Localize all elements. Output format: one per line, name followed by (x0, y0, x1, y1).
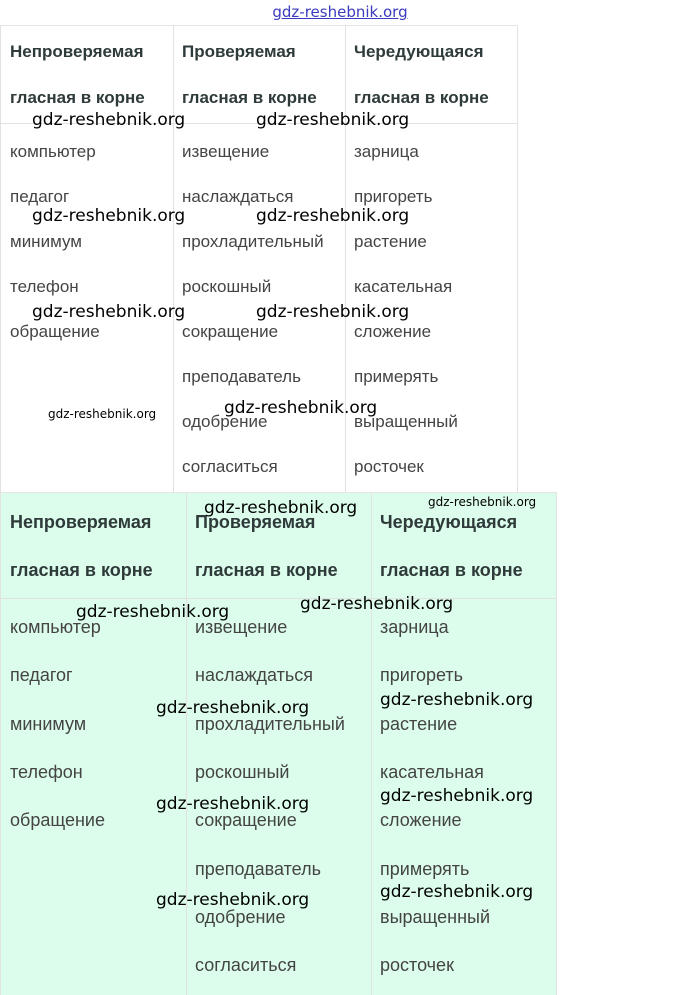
word-cell: компьютер (10, 617, 101, 637)
word-cell: зарница (354, 142, 419, 161)
word-cell: роскошный (182, 277, 272, 296)
header-line: гласная в корне (182, 88, 317, 107)
word-cell: минимум (10, 713, 87, 734)
word-cell: сокращение (182, 322, 279, 341)
header-line: гласная в корне (10, 560, 153, 580)
word-cell: примерять (380, 858, 470, 879)
word-cell: касательная (380, 761, 484, 782)
header-line: Непроверяемая (10, 512, 152, 532)
word-cell: телефон (10, 761, 83, 782)
header-line: Непроверяемая (10, 42, 144, 61)
watermark-text: gdz-reshebnik.org (156, 794, 310, 814)
word-cell: телефон (10, 277, 79, 296)
word-cell: преподаватель (182, 367, 301, 386)
word-cell: пригореть (354, 187, 433, 206)
word-cell: одобрение (195, 906, 286, 927)
column-header (1, 493, 186, 599)
spelling-table-green (0, 492, 557, 995)
header-line: гласная в корне (195, 560, 338, 580)
word-cell: наслаждаться (182, 187, 294, 206)
word-cell: касательная (354, 277, 453, 296)
header-line: гласная в корне (354, 88, 489, 107)
word-cell: компьютер (10, 142, 96, 161)
watermark-text: gdz-reshebnik.org (256, 206, 410, 226)
header-line: Чередующаяся (354, 42, 484, 61)
watermark-text: gdz-reshebnik.org (256, 110, 410, 130)
word-cell: извещение (182, 142, 270, 161)
word-cell: сложение (354, 322, 432, 341)
watermark-text: gdz-reshebnik.org (156, 890, 310, 910)
word-cell: одобрение (182, 412, 268, 431)
word-cell: прохладительный (195, 713, 345, 734)
word-cell: прохладительный (182, 232, 324, 251)
column-alternating (345, 26, 518, 493)
word-cell: педагог (10, 665, 73, 686)
word-cell: роскошный (195, 761, 290, 782)
word-cell: минимум (10, 232, 82, 251)
word-cell: сложение (380, 810, 462, 831)
column-verifiable (186, 493, 371, 995)
watermark-text: gdz-reshebnik.org (380, 786, 534, 806)
watermark-text: gdz-reshebnik.org (32, 110, 186, 130)
header-line: Проверяемая (195, 512, 316, 532)
column-unverifiable (0, 26, 173, 493)
word-cell: сокращение (195, 810, 297, 831)
watermark-text: gdz-reshebnik.org (204, 498, 358, 518)
word-cell: преподаватель (195, 858, 321, 879)
watermark-text: gdz-reshebnik.org (380, 690, 534, 710)
word-cell: росточек (354, 457, 424, 476)
watermark-text: gdz-reshebnik.org (32, 206, 186, 226)
watermark-text: gdz-reshebnik.org (300, 594, 454, 614)
word-cell: согласиться (195, 955, 297, 976)
word-cell: извещение (195, 617, 288, 637)
spelling-table-white (0, 25, 518, 493)
column-alternating (371, 493, 557, 995)
word-cell: пригореть (380, 665, 464, 686)
header-line: Проверяемая (182, 42, 296, 61)
word-cell: наслаждаться (195, 665, 313, 686)
column-verifiable (173, 26, 345, 493)
watermark-text: gdz-reshebnik.org (256, 302, 410, 322)
word-cell: примерять (354, 367, 439, 386)
site-header-link[interactable]: gdz-reshebnik.org (272, 3, 408, 21)
watermark-text: gdz-reshebnik.org (32, 302, 186, 322)
watermark-text: gdz-reshebnik.org (428, 495, 537, 509)
word-cell: обращение (10, 322, 100, 341)
header-line: гласная в корне (10, 88, 145, 107)
word-cell: растение (354, 232, 427, 251)
watermark-text: gdz-reshebnik.org (224, 398, 378, 418)
word-cell: обращение (10, 810, 105, 831)
word-cell: растение (380, 713, 458, 734)
word-cell: росточек (380, 955, 454, 976)
watermark-text: gdz-reshebnik.org (156, 698, 310, 718)
column-unverifiable (0, 493, 186, 995)
header-line: Чередующаяся (380, 512, 518, 532)
watermark-text: gdz-reshebnik.org (76, 602, 230, 622)
word-cell: зарница (380, 617, 449, 637)
word-cell: выращенный (354, 412, 458, 431)
watermark-text: gdz-reshebnik.org (380, 882, 534, 902)
word-cell: согласиться (182, 457, 278, 476)
word-cell: выращенный (380, 906, 491, 927)
word-cell: педагог (10, 187, 70, 206)
watermark-text: gdz-reshebnik.org (48, 407, 157, 421)
header-line: гласная в корне (380, 560, 523, 580)
